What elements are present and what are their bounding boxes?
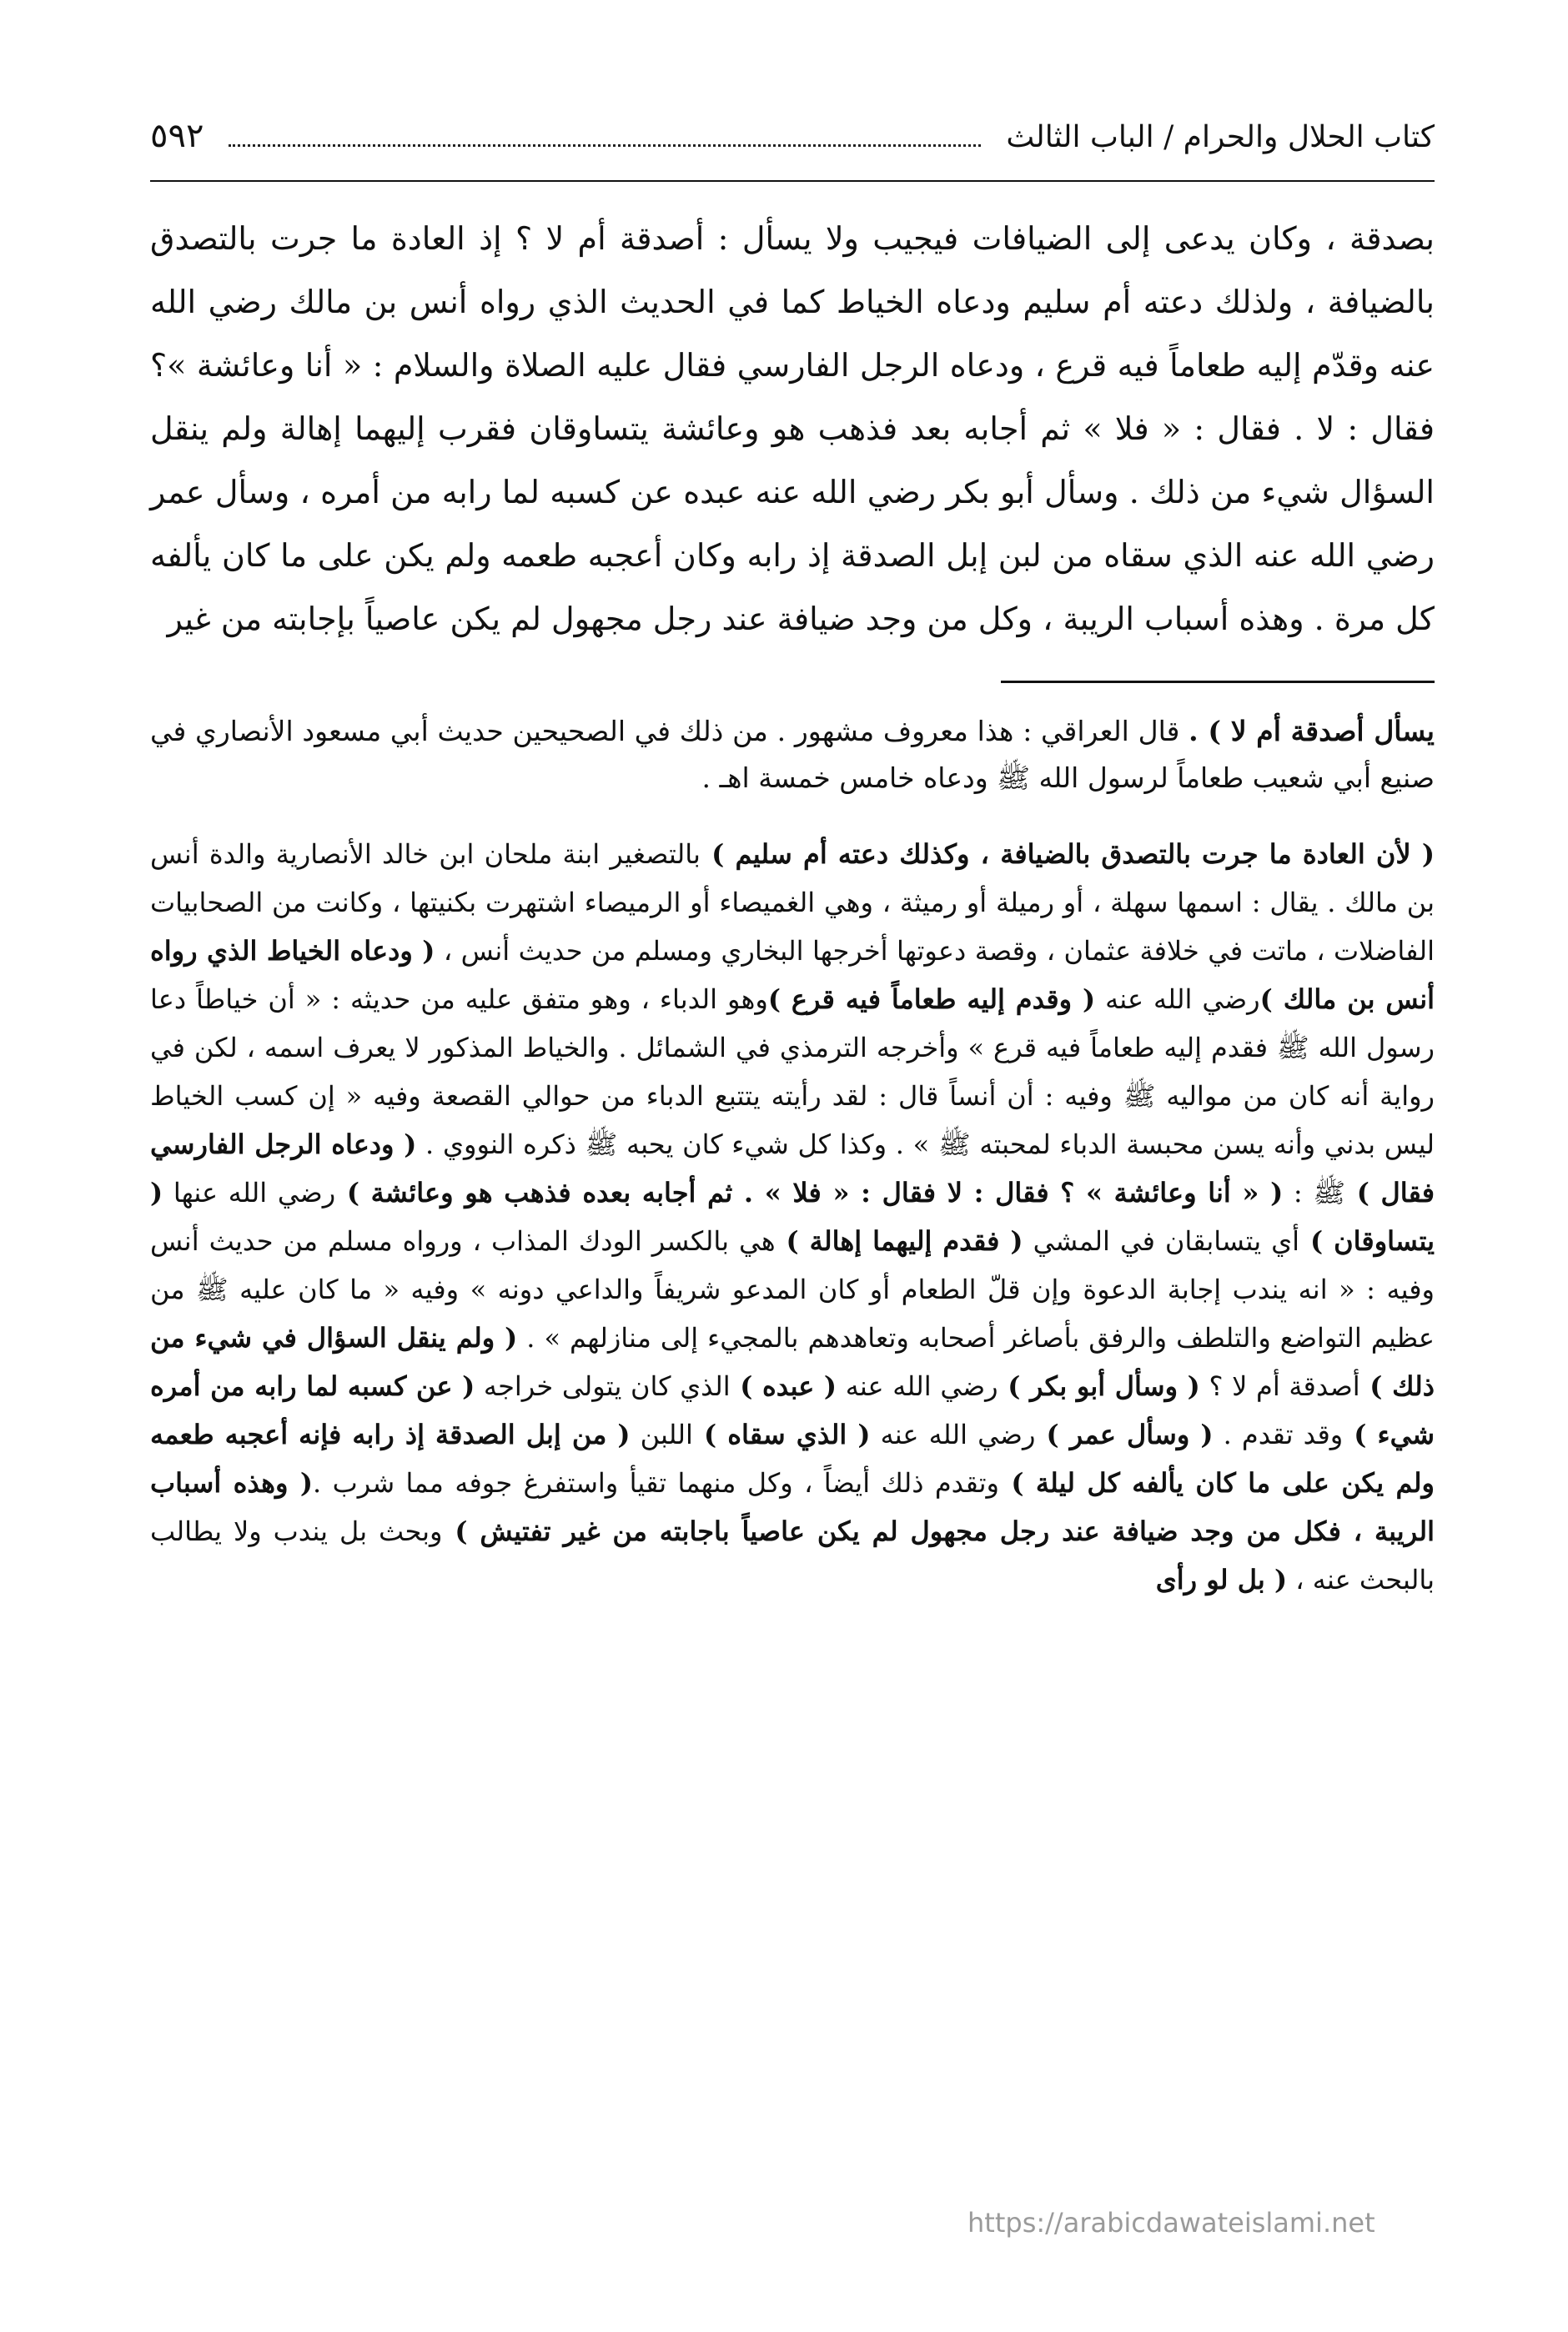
- commentary-text: أي يتسابقان في المشي: [1023, 1225, 1300, 1257]
- commentary-quote-bold: ( وسأل عمر ): [1035, 1419, 1214, 1450]
- commentary-text: بالتصغير ابنة ملحان ابن خالد الأنصارية والدة أنس بن مالك . يقال : اسمها سهلة ، أو رميلة أو رميثة ، وهي الغميصاء أو الرميصاء اشتهرت بكنيتها ، وكانت من الصحابيات الفاضلات ، ماتت في خلافة عثمان ، وقصة دعوتها أخرجها البخاري ومسلم من حديث أنس ،: [150, 838, 1435, 967]
- commentary-text: رضي الله عنه: [1095, 983, 1260, 1015]
- book-page: [150, 117, 1435, 2252]
- main-text-block: [150, 207, 1435, 651]
- commentary-quote-bold: ( وسأل أبو بكر ): [998, 1370, 1200, 1402]
- commentary-quote-bold: ( وهذه أسباب الريبة ، فكل من وجد ضيافة عند رجل مجهول لم يكن عاصياً باجابته من غير تفتيش ): [150, 1467, 1435, 1547]
- footnote-text: قال العراقي : هذا معروف مشهور . من ذلك في الصحيحين حديث أبي مسعود الأنصاري في صنيع أبي شعيب طعاماً لرسول الله ﷺ ودعاه خامس خمسة اهـ .: [150, 715, 1435, 794]
- commentary-quote-bold: ( عبده ): [730, 1370, 837, 1402]
- commentary-text: اللبن: [630, 1419, 693, 1450]
- running-header: [150, 117, 1435, 182]
- dotted-leader: [229, 129, 981, 147]
- commentary-text: وهو الدباء ، وهو متفق عليه من حديثه : « أن خياطاً دعا رسول الله ﷺ فقدم إليه طعاماً فيه قرع » وأخرجه الترمذي في الشمائل . والخياط المذكور لا يعرف اسمه ، لكن في رواية أنه كان من مواليه ﷺ وفيه : أن أنساً قال : لقد رأيته يتتبع الدباء من حوالي القصعة وفيه « إن كسب الخياط ليس بدني وأنه يسن محبسة الدباء لمحبته ﷺ » . وكذا كل شيء كان يحبه ﷺ ذكره النووي .: [150, 983, 1435, 1160]
- commentary-text: هي بالكسر الودك المذاب ، ورواه مسلم من حديث أنس وفيه : « انه يندب إجابة الدعوة وإن قلّ الطعام أو كان المدعو شريفاً والداعي دونه » وفيه « ما كان عليه ﷺ من عظيم التواضع والتلطف والرفق بأصاغر أصحابه وتعاهدهم بالمجيء إلى منازلهم » .: [150, 1225, 1435, 1354]
- commentary-text: رضي الله عنها: [163, 1177, 336, 1209]
- commentary-quote-bold: ( لأن العادة ما جرت بالتصدق بالضيافة ، وكذلك دعته أم سليم ): [700, 838, 1435, 870]
- commentary-text: وبحث بل يندب ولا يطالب بالبحث عنه ،: [150, 1515, 1435, 1596]
- commentary-text: وقد تقدم .: [1213, 1419, 1344, 1450]
- commentary-quote-bold: ( وقدم إليه طعاماً فيه قرع ): [767, 983, 1096, 1015]
- footnote-lead: يسأل أصدقة أم لا ) .: [1189, 715, 1435, 747]
- commentary-quote-bold: ( ودعاه الخياط الذي رواه أنس بن مالك ): [150, 935, 1435, 1015]
- commentary-text: رضي الله عنه: [870, 1419, 1036, 1450]
- main-paragraph: بصدقة ، وكان يدعى إلى الضيافات فيجيب ولا يسأل : أصدقة أم لا ؟ إذ العادة ما جرت بالتصدق بالضيافة ، ولذلك دعته أم سليم ودعاه الخياط كما في الحديث الذي رواه أنس بن مالك رضي الله عنه وقدّم إليه طعاماً فيه قرع ، ودعاه الرجل الفارسي فقال عليه الصلاة والسلام : « أنا وعائشة »؟ فقال : لا . فقال : « فلا » ثم أجابه بعد فذهب هو وعائشة يتساوقان فقرب إليهما إهالة ولم ينقل السؤال شيء من ذلك . وسأل أبو بكر رضي الله عنه عبده عن كسبه لما رابه من أمره ، وسأل عمر رضي الله عنه الذي سقاه من لبن إبل الصدقة إذ رابه وكان أعجبه طعمه ولم يكن على ما كان يألفه كل مرة . وهذه أسباب الريبة ، وكل من وجد ضيافة عند رجل مجهول لم يكن عاصياً بإجابته من غير: [150, 220, 1435, 637]
- commentary-quote-bold: ( من إبل الصدقة إذ رابه فإنه أعجبه طعمه ولم يكن على ما كان يألفه كل ليلة ): [150, 1419, 1435, 1499]
- commentary-quote-bold: ( ودعاه الرجل الفارسي فقال ): [150, 1128, 1435, 1209]
- commentary-quote-bold: ( الذي سقاه ): [692, 1419, 871, 1450]
- commentary-quote-bold: ( بل لو رأى: [1155, 1564, 1288, 1596]
- commentary-text: رضي الله عنه: [837, 1370, 998, 1402]
- chapter-title: كتاب الحلال والحرام / الباب الثالث: [1006, 120, 1435, 154]
- watermark-url: https://arabicdawateislami.net: [967, 2207, 1375, 2239]
- footnote-divider: [1001, 681, 1435, 683]
- commentary-quote-bold: ( يتساوقان ): [150, 1177, 1435, 1257]
- commentary-text: وتقدم ذلك أيضاً ، وكل منهما تقيأ واستفرغ جوفه مما شرب .: [313, 1467, 1000, 1499]
- commentary-block: [150, 830, 1435, 1604]
- commentary-text: الذي كان يتولى خراجه: [475, 1370, 731, 1402]
- commentary-text: ﷺ :: [1283, 1177, 1346, 1209]
- commentary-text: أصدقة أم لا ؟: [1199, 1370, 1360, 1402]
- commentary-paragraph: [150, 830, 1435, 1604]
- footnote-divider-wrap: [150, 651, 1435, 708]
- footnote-paragraph: [150, 708, 1435, 802]
- commentary-quote-bold: ( عن كسبه لما رابه من أمره شيء ): [150, 1370, 1435, 1450]
- commentary-quote-bold: ( « أنا وعائشة » ؟ فقال : لا فقال : « فلا » . ثم أجابه بعده فذهب هو وعائشة ): [335, 1177, 1284, 1209]
- footnote: [150, 708, 1435, 802]
- commentary-quote-bold: ( فقدم إليهما إهالة ): [775, 1225, 1023, 1257]
- commentary-quote-bold: ( ولم ينقل السؤال في شيء من ذلك ): [150, 1322, 1435, 1402]
- page-number: ٥٩٢: [150, 117, 204, 155]
